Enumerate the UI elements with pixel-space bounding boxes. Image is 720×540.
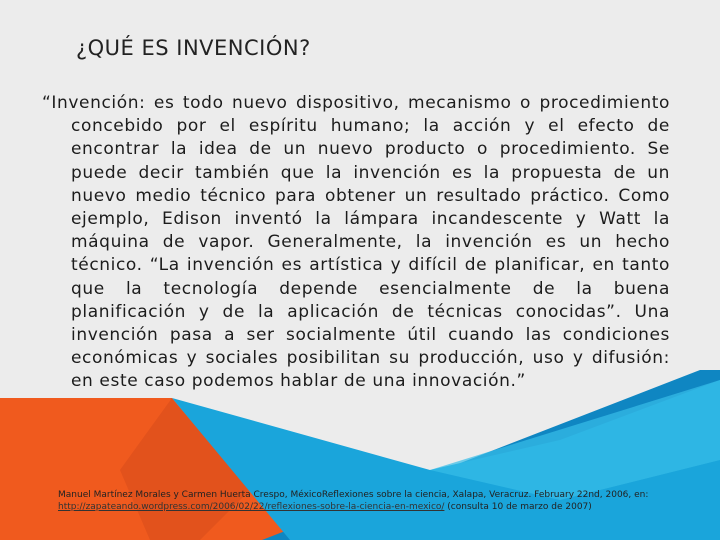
citation-text: Manuel Martínez Morales y Carmen Huerta Crespo, MéxicoReflexiones sobre la ciencia, Xalapa, Veracruz. February 22nd, 2006, en: xyxy=(58,490,649,500)
definition-paragraph xyxy=(42,92,670,394)
citation-date: (consulta 10 de marzo de 2007) xyxy=(444,502,592,512)
page-title: ¿QUÉ ES INVENCIÓN? xyxy=(76,36,311,60)
citation-link[interactable]: http://zapateando.wordpress.com/2006/02/22/reflexiones-sobre-la-ciencia-en-mexico/ xyxy=(58,502,445,512)
definition-text: “Invención: es todo nuevo dispositivo, mecanismo o procedimiento concebido por el espíritu humano; la acción y el efecto de encontrar la idea de un nuevo producto o procedimiento. Se puede decir también que la invención es la propuesta de un nuevo medio técnico para obtener un resultado práctico. Como ejemplo, Edison inventó la lámpara incandescente y Watt la máquina de vapor. Generalmente, la invención es un hecho técnico. “La invención es artística y difícil de planificar, en tanto que la tecnología depende esencialmente de la buena planificación y de la aplicación de técnicas conocidas”. Una invención pasa a ser socialmente útil cuando las condiciones económicas y sociales posibilitan su producción, uso y difusión: en este caso podemos hablar de una innovación.” xyxy=(42,93,670,392)
citation xyxy=(58,489,668,513)
